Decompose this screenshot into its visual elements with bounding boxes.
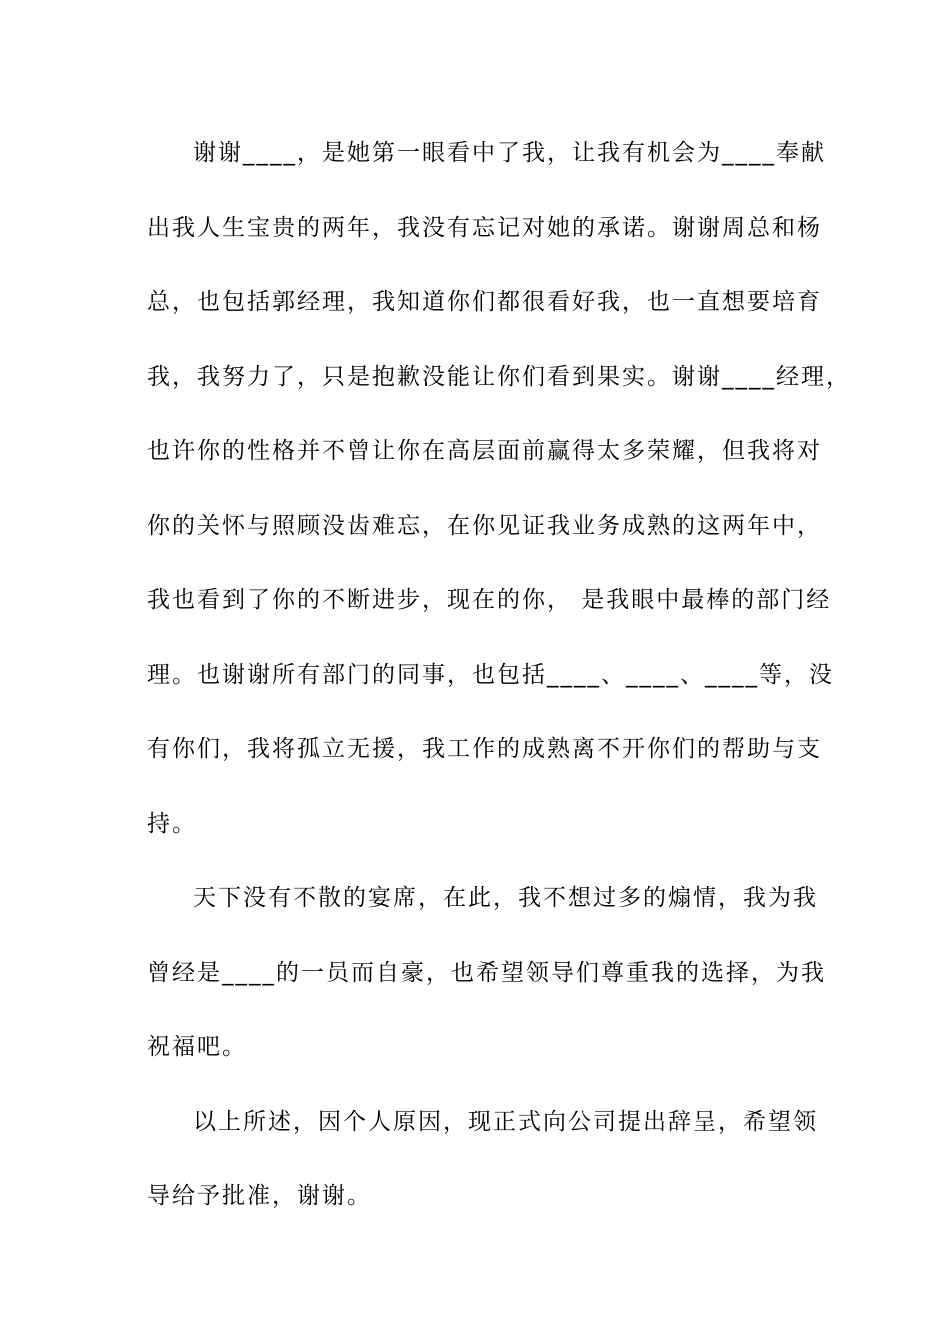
paragraph-line: 也许你的性格并不曾让你在高层面前赢得太多荣耀，但我将对 [147,438,822,464]
paragraph-line: 谢谢____，是她第一眼看中了我，让我有机会为____奉献 [193,140,826,166]
paragraph-line: 有你们，我将孤立无援，我工作的成熟离不开你们的帮助与支 [147,736,822,762]
paragraph-line: 我，我努力了，只是抱歉没能让你们看到果实。谢谢____经理， [147,363,851,390]
letter-body [147,116,851,1234]
paragraph-farewell [147,861,827,1085]
paragraph-resignation [147,1085,827,1234]
paragraph-line: 你的关怀与照顾没齿难忘，在你见证我业务成熟的这两年中， [147,512,822,539]
paragraph-line: 导给予批准，谢谢。 [147,1183,372,1209]
paragraph-line: 出我人生宝贵的两年，我没有忘记对她的承诺。谢谢周总和杨 [147,214,822,241]
paragraph-line: 我也看到了你的不断进步，现在的你， 是我眼中最棒的部门经 [147,587,832,613]
paragraph-line: 以上所述，因个人原因，现正式向公司提出辞呈，希望领 [193,1108,818,1135]
paragraph-line: 天下没有不散的宴席，在此，我不想过多的煽情，我为我 [193,885,818,911]
paragraph-line: 持。 [147,810,197,837]
paragraph-line: 理。也谢谢所有部门的同事，也包括____、____、____等，没 [147,661,834,688]
paragraph-thanks [147,116,851,861]
paragraph-line: 曾经是____的一员而自豪，也希望领导们尊重我的选择，为我 [147,959,826,986]
paragraph-line: 祝福吧。 [147,1034,247,1060]
paragraph-line: 总，也包括郭经理，我知道你们都很看好我，也一直想要培育 [147,289,822,315]
